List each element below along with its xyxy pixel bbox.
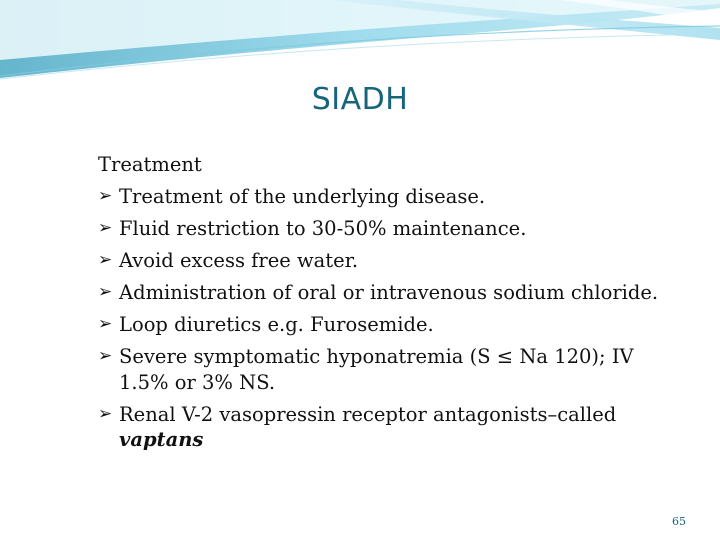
- page-number: 65: [672, 515, 686, 528]
- bullet-text: Administration of oral or intravenous sodium chloride.: [119, 281, 659, 304]
- bullet-text: Avoid excess free water.: [119, 249, 359, 272]
- arrow-bullet-icon: ➢: [98, 403, 113, 424]
- list-item: [98, 312, 688, 338]
- arrow-bullet-icon: ➢: [98, 186, 113, 206]
- list-item: [98, 248, 688, 274]
- arrow-bullet-icon: ➢: [98, 250, 113, 270]
- slide-title: SIADH: [311, 82, 409, 117]
- arrow-bullet-icon: ➢: [98, 282, 113, 302]
- bullet-text: Treatment of the underlying disease.: [119, 185, 486, 208]
- bullet-list: [98, 184, 688, 453]
- arrow-bullet-icon: ➢: [98, 218, 113, 238]
- bullet-emphasis-text: vaptans: [119, 428, 204, 451]
- bullet-text: Severe symptomatic hyponatremia (S ≤ Na 120); IV 1.5% or 3% NS.: [119, 345, 634, 394]
- bullet-text: Renal V-2 vasopressin receptor antagonists–called: [119, 402, 617, 426]
- arrow-bullet-icon: ➢: [98, 346, 113, 366]
- list-item: [98, 344, 688, 395]
- bullet-text: Loop diuretics e.g. Furosemide.: [119, 313, 434, 336]
- arrow-bullet-icon: ➢: [98, 314, 113, 334]
- list-item: [98, 280, 688, 306]
- list-item: [98, 184, 688, 210]
- bullet-text: Fluid restriction to 30-50% maintenance.: [119, 217, 527, 240]
- section-heading: Treatment: [98, 153, 202, 176]
- list-item: [98, 402, 688, 453]
- header-wave-decoration: [0, 0, 720, 80]
- slide-content: [98, 152, 688, 459]
- list-item: [98, 216, 688, 242]
